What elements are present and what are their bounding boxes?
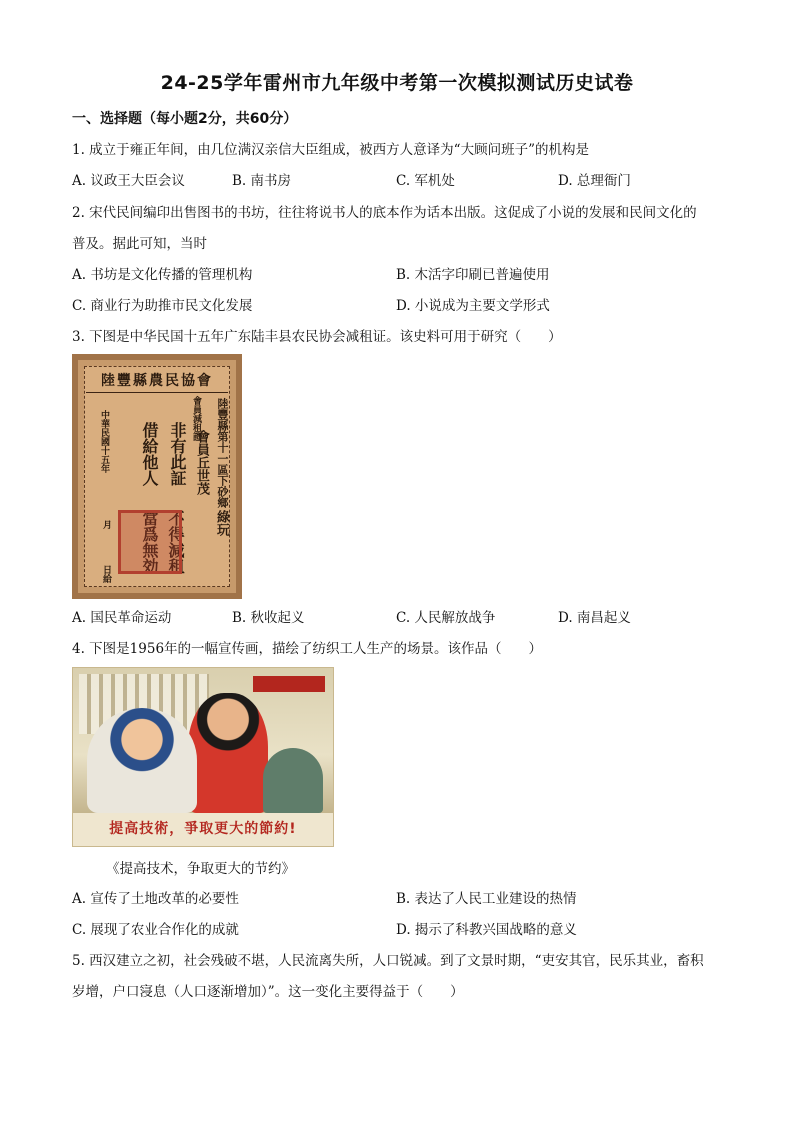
- section-heading: 一、选择题（每小题2分，共60分）: [72, 111, 298, 127]
- certificate-day: 日給: [101, 565, 111, 583]
- q3-option-a: A. 国民革命运动: [72, 610, 172, 626]
- q1-option-a: A. 议政王大臣会议: [72, 173, 185, 189]
- question-5-stem-line2: 岁增，户口寖息（人口逐渐增加）”。这一变化主要得益于（ ）: [72, 984, 464, 1000]
- question-2-stem-line1: 2. 宋代民间编印出售图书的书坊，往往将说书人的底本作为话本出版。这促成了小说的发展和民间文化的: [72, 205, 697, 221]
- question-4-stem: 4. 下图是1956年的一幅宣传画，描绘了纺织工人生产的场景。该作品（ ）: [72, 641, 543, 657]
- q1-option-c: C. 军机处: [396, 173, 455, 189]
- certificate-sub: 會員減租證: [191, 396, 201, 441]
- q3-option-c: C. 人民解放战争: [396, 610, 496, 626]
- rent-reduction-certificate-image: [72, 354, 242, 599]
- poster-red-sign: [253, 676, 325, 692]
- poster-worker-blue: [87, 708, 197, 813]
- certificate-text-2: 借給他人: [140, 422, 159, 486]
- q1-option-b: B. 南书房: [232, 173, 292, 189]
- q2-option-a: A. 书坊是文化传播的管理机构: [72, 267, 253, 283]
- q3-option-d: D. 南昌起义: [558, 610, 631, 626]
- poster-caption: 《提高技术，争取更大的节约》: [106, 861, 295, 877]
- propaganda-poster-image: [72, 667, 334, 847]
- question-3-stem: 3. 下图是中华民国十五年广东陆丰县农民协会减租证。该史料可用于研究（ ）: [72, 329, 562, 345]
- certificate-text-1: 非有此証: [168, 422, 187, 486]
- q4-option-d: D. 揭示了科教兴国战略的意义: [396, 922, 577, 938]
- certificate-text-4: 當爲無効: [140, 510, 159, 574]
- certificate-date: 中華民國十五年: [99, 410, 109, 473]
- certificate-district: 陸豐縣第十一區下砂鄉: [216, 398, 229, 508]
- red-seal-stamp: [118, 510, 182, 574]
- certificate-member-name: 會員丘世茂: [194, 430, 209, 495]
- poster-worker-red: [188, 693, 268, 813]
- question-5-stem-line1: 5. 西汉建立之初，社会残破不堪，人民流离失所，人口锐减。到了文景时期，“吏安其官，民乐其业，畜积: [72, 953, 704, 969]
- page-title: 24-25学年雷州市九年级中考第一次模拟测试历史试卷: [160, 72, 634, 94]
- q4-option-c: C. 展现了农业合作化的成就: [72, 922, 239, 938]
- poster-machine: [263, 748, 323, 813]
- question-1-stem: 1. 成立于雍正年间，由几位满汉亲信大臣组成，被西方人意译为“大顾问班子”的机构是: [72, 142, 589, 158]
- q1-option-d: D. 总理衙门: [558, 173, 631, 189]
- question-2-stem-line2: 普及。据此可知，当时: [72, 236, 207, 252]
- q2-option-b: B. 木活字印刷已普遍使用: [396, 267, 550, 283]
- certificate-name-2: 綠玩: [214, 510, 229, 536]
- q2-option-c: C. 商业行为助推市民文化发展: [72, 298, 253, 314]
- certificate-header: 陸豐縣農民協會: [86, 370, 228, 393]
- q2-option-d: D. 小说成为主要文学形式: [396, 298, 550, 314]
- q4-option-b: B. 表达了人民工业建设的热情: [396, 891, 577, 907]
- certificate-month: 月: [101, 520, 111, 529]
- q4-option-a: A. 宣传了土地改革的必要性: [72, 891, 239, 907]
- certificate-text-3: 不得減租: [166, 510, 185, 574]
- poster-banner-text: 提高技術，爭取更大的節約!: [73, 813, 333, 846]
- q3-option-b: B. 秋收起义: [232, 610, 305, 626]
